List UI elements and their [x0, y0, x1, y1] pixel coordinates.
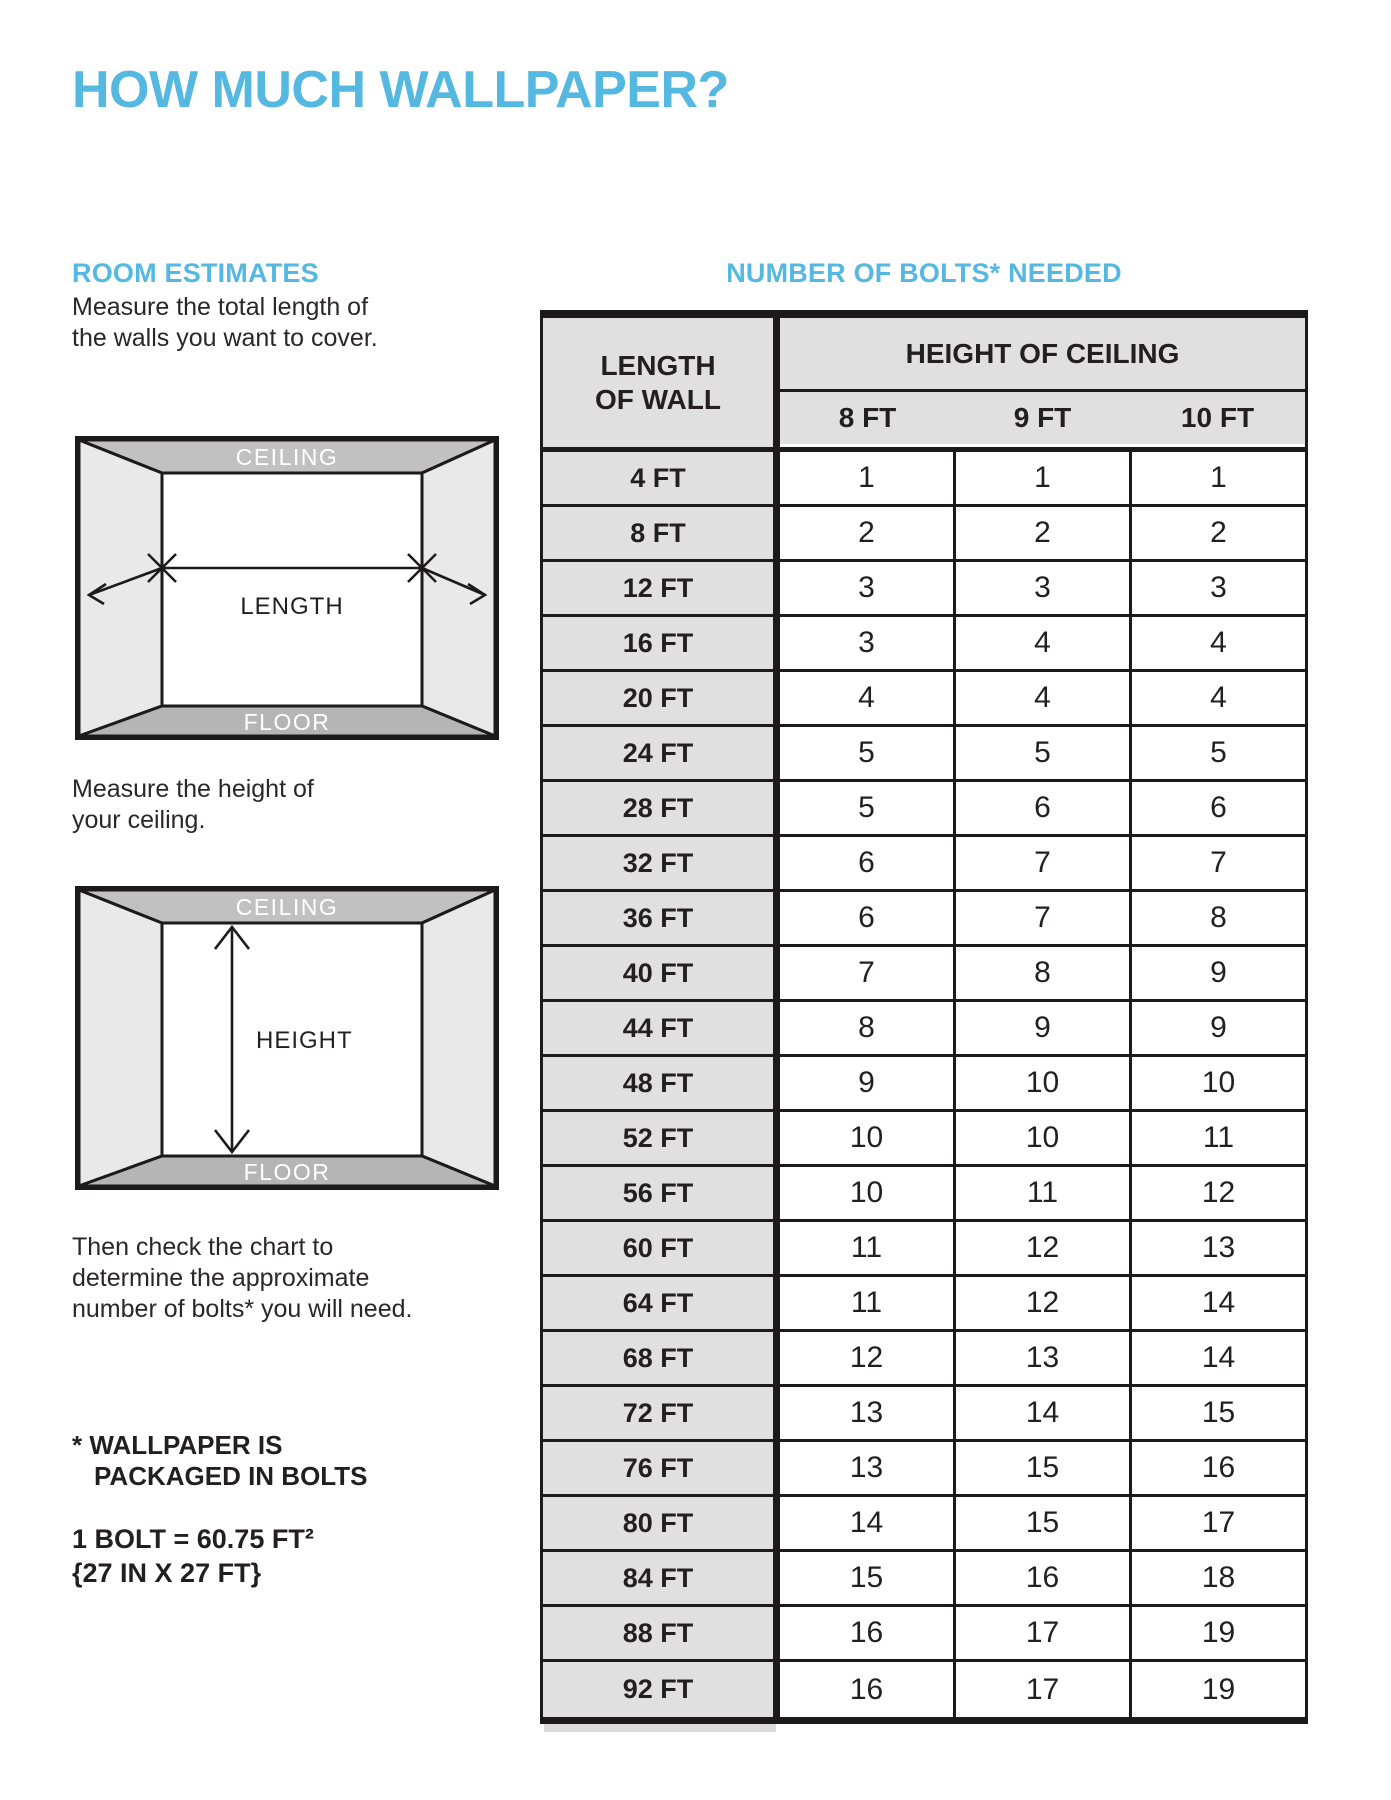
bolt-count-cell: 11	[1132, 1112, 1308, 1164]
bolt-count-cell: 10	[956, 1057, 1132, 1109]
height-of-ceiling-header-group	[780, 318, 1308, 447]
table-row	[540, 1442, 1308, 1497]
table-row	[540, 1002, 1308, 1057]
table-row	[540, 947, 1308, 1002]
instruction-step-2	[72, 774, 314, 836]
wall-length-cell: 12 FT	[540, 562, 780, 614]
wall-length-cell: 64 FT	[540, 1277, 780, 1329]
height-label: HEIGHT	[256, 1027, 353, 1054]
bolt-count-cell: 16	[780, 1607, 956, 1659]
wall-length-cell: 76 FT	[540, 1442, 780, 1494]
bolt-count-cell: 2	[1132, 507, 1308, 559]
bolt-count-cell: 1	[1132, 452, 1308, 504]
bolt-count-cell: 7	[1132, 837, 1308, 889]
wall-length-cell: 84 FT	[540, 1552, 780, 1604]
bolt-count-cell: 14	[1132, 1332, 1308, 1384]
bolt-count-cell: 4	[956, 617, 1132, 669]
bolt-count-cell: 9	[780, 1057, 956, 1109]
bolt-count-cell: 2	[956, 507, 1132, 559]
wallpaper-bolts-footnote	[72, 1430, 367, 1492]
table-row	[540, 1057, 1308, 1112]
table-row	[540, 1662, 1308, 1717]
floor-label: FLOOR	[243, 709, 331, 735]
bolt-count-cell: 10	[1132, 1057, 1308, 1109]
bolt-count-cell: 3	[780, 562, 956, 614]
bolt-count-cell: 3	[780, 617, 956, 669]
wall-length-cell: 28 FT	[540, 782, 780, 834]
instruction-line: determine the approximate	[72, 1264, 370, 1292]
left-wall-plane	[79, 440, 162, 736]
table-row	[540, 1167, 1308, 1222]
wall-length-cell: 48 FT	[540, 1057, 780, 1109]
bolts-table-title: NUMBER OF BOLTS* NEEDED	[726, 258, 1122, 288]
right-wall-plane	[422, 890, 495, 1186]
instruction-line: Measure the height of	[72, 775, 314, 803]
instruction-line: your ceiling.	[72, 806, 206, 834]
bolt-count-cell: 15	[956, 1497, 1132, 1549]
table-row	[540, 1387, 1308, 1442]
bolt-count-cell: 16	[1132, 1442, 1308, 1494]
bolt-count-cell: 1	[780, 452, 956, 504]
wall-length-cell: 92 FT	[540, 1662, 780, 1717]
bolt-spec-line: 1 BOLT = 60.75 FT²	[72, 1524, 314, 1554]
bolt-count-cell: 7	[780, 947, 956, 999]
wall-length-cell: 80 FT	[540, 1497, 780, 1549]
table-row	[540, 892, 1308, 947]
table-row	[540, 672, 1308, 727]
bolt-count-cell: 11	[780, 1222, 956, 1274]
left-wall-plane	[79, 890, 162, 1186]
instruction-line: the walls you want to cover.	[72, 324, 378, 352]
bolt-count-cell: 13	[1132, 1222, 1308, 1274]
bolt-count-cell: 16	[956, 1552, 1132, 1604]
bolt-count-cell: 15	[956, 1442, 1132, 1494]
bolt-count-cell: 1	[956, 452, 1132, 504]
bolt-count-cell: 5	[780, 782, 956, 834]
bolt-count-cell: 17	[1132, 1497, 1308, 1549]
ceiling-label: CEILING	[235, 444, 339, 470]
table-row	[540, 1497, 1308, 1552]
wall-length-cell: 56 FT	[540, 1167, 780, 1219]
wall-length-cell: 8 FT	[540, 507, 780, 559]
table-row	[540, 1112, 1308, 1167]
bolt-count-cell: 10	[956, 1112, 1132, 1164]
wall-length-cell: 40 FT	[540, 947, 780, 999]
height-of-ceiling-header: HEIGHT OF CEILING	[780, 318, 1305, 392]
table-row	[540, 1222, 1308, 1277]
bolt-count-cell: 13	[780, 1442, 956, 1494]
length-of-wall-line: LENGTH	[600, 349, 716, 381]
footnote-line: PACKAGED IN BOLTS	[94, 1461, 368, 1491]
page-title: HOW MUCH WALLPAPER?	[72, 61, 729, 119]
bolt-count-cell: 12	[780, 1332, 956, 1384]
ceiling-label: CEILING	[235, 894, 339, 920]
table-row	[540, 1277, 1308, 1332]
bolt-count-cell: 14	[780, 1497, 956, 1549]
bolt-count-cell: 12	[956, 1277, 1132, 1329]
bolt-count-cell: 5	[1132, 727, 1308, 779]
bolt-count-cell: 3	[956, 562, 1132, 614]
back-wall-plane	[162, 473, 422, 706]
bolt-count-cell: 16	[780, 1662, 956, 1717]
column-header-10ft: 10 FT	[1180, 402, 1255, 433]
floor-label: FLOOR	[243, 1159, 331, 1185]
bolts-needed-table	[540, 310, 1308, 1732]
bolt-count-cell: 4	[1132, 617, 1308, 669]
bolt-count-cell: 15	[1132, 1387, 1308, 1439]
table-top-border	[540, 310, 1308, 318]
column-header-8ft: 8 FT	[838, 402, 897, 433]
bolt-count-cell: 6	[780, 837, 956, 889]
room-estimates-heading: ROOM ESTIMATES	[72, 258, 319, 288]
bolt-count-cell: 13	[956, 1332, 1132, 1384]
ceiling-height-columns	[780, 392, 1305, 444]
ceiling-height-diagram	[75, 886, 499, 1190]
instruction-line: Then check the chart to	[72, 1233, 334, 1261]
bolt-count-cell: 14	[1132, 1277, 1308, 1329]
wall-length-cell: 4 FT	[540, 452, 780, 504]
instruction-line: number of bolts* you will need.	[72, 1295, 413, 1323]
bolt-count-cell: 12	[956, 1222, 1132, 1274]
bolt-count-cell: 4	[780, 672, 956, 724]
table-row	[540, 617, 1308, 672]
bolt-count-cell: 14	[956, 1387, 1132, 1439]
wall-length-cell: 16 FT	[540, 617, 780, 669]
bolt-count-cell: 19	[1132, 1662, 1308, 1717]
table-body	[540, 452, 1308, 1717]
bolt-count-cell: 6	[956, 782, 1132, 834]
bolt-count-cell: 15	[780, 1552, 956, 1604]
table-row	[540, 1607, 1308, 1662]
table-bottom-border	[540, 1717, 1308, 1724]
instruction-line: Measure the total length of	[72, 293, 369, 321]
bolt-count-cell: 12	[1132, 1167, 1308, 1219]
bolt-count-cell: 8	[1132, 892, 1308, 944]
bolt-count-cell: 7	[956, 892, 1132, 944]
bolt-count-cell: 19	[1132, 1607, 1308, 1659]
bolt-count-cell: 11	[780, 1277, 956, 1329]
column-header-9ft: 9 FT	[1013, 402, 1072, 433]
bolt-count-cell: 4	[1132, 672, 1308, 724]
table-row	[540, 727, 1308, 782]
wall-length-cell: 24 FT	[540, 727, 780, 779]
wall-length-cell: 32 FT	[540, 837, 780, 889]
length-of-wall-header	[540, 318, 780, 447]
bolt-count-cell: 2	[780, 507, 956, 559]
right-wall-plane	[422, 440, 495, 736]
wall-length-cell: 52 FT	[540, 1112, 780, 1164]
table-header	[540, 318, 1308, 447]
room-length-diagram	[75, 436, 499, 740]
bolt-count-cell: 9	[956, 1002, 1132, 1054]
wall-length-cell: 44 FT	[540, 1002, 780, 1054]
bolt-count-cell: 9	[1132, 947, 1308, 999]
bolt-count-cell: 11	[956, 1167, 1132, 1219]
bolt-count-cell: 17	[956, 1607, 1132, 1659]
bolt-count-cell: 5	[780, 727, 956, 779]
table-row	[540, 452, 1308, 507]
bolt-count-cell: 18	[1132, 1552, 1308, 1604]
bolt-count-cell: 6	[1132, 782, 1308, 834]
bolt-count-cell: 7	[956, 837, 1132, 889]
bolt-count-cell: 13	[780, 1387, 956, 1439]
bolt-size-spec	[72, 1522, 314, 1590]
bolt-count-cell: 5	[956, 727, 1132, 779]
table-row	[540, 837, 1308, 892]
bolt-count-cell: 17	[956, 1662, 1132, 1717]
table-row	[540, 562, 1308, 617]
footnote-line: * WALLPAPER IS	[72, 1430, 283, 1460]
table-row	[540, 1332, 1308, 1387]
bolt-count-cell: 8	[780, 1002, 956, 1054]
bolt-count-cell: 3	[1132, 562, 1308, 614]
bolt-spec-line: {27 IN X 27 FT}	[72, 1558, 262, 1588]
instruction-step-3	[72, 1232, 412, 1325]
table-row	[540, 1552, 1308, 1607]
bolt-count-cell: 4	[956, 672, 1132, 724]
wall-length-cell: 72 FT	[540, 1387, 780, 1439]
wall-length-cell: 88 FT	[540, 1607, 780, 1659]
cutoff-row-stub	[544, 1724, 776, 1732]
table-row	[540, 782, 1308, 837]
bolt-count-cell: 8	[956, 947, 1132, 999]
bolt-count-cell: 9	[1132, 1002, 1308, 1054]
bolt-count-cell: 10	[780, 1167, 956, 1219]
bolt-count-cell: 6	[780, 892, 956, 944]
wall-length-cell: 60 FT	[540, 1222, 780, 1274]
length-of-wall-line: OF WALL	[595, 383, 721, 415]
instruction-step-1	[72, 292, 378, 354]
wall-length-cell: 68 FT	[540, 1332, 780, 1384]
wall-length-cell: 36 FT	[540, 892, 780, 944]
table-row	[540, 507, 1308, 562]
bolt-count-cell: 10	[780, 1112, 956, 1164]
length-label: LENGTH	[240, 593, 344, 620]
wall-length-cell: 20 FT	[540, 672, 780, 724]
